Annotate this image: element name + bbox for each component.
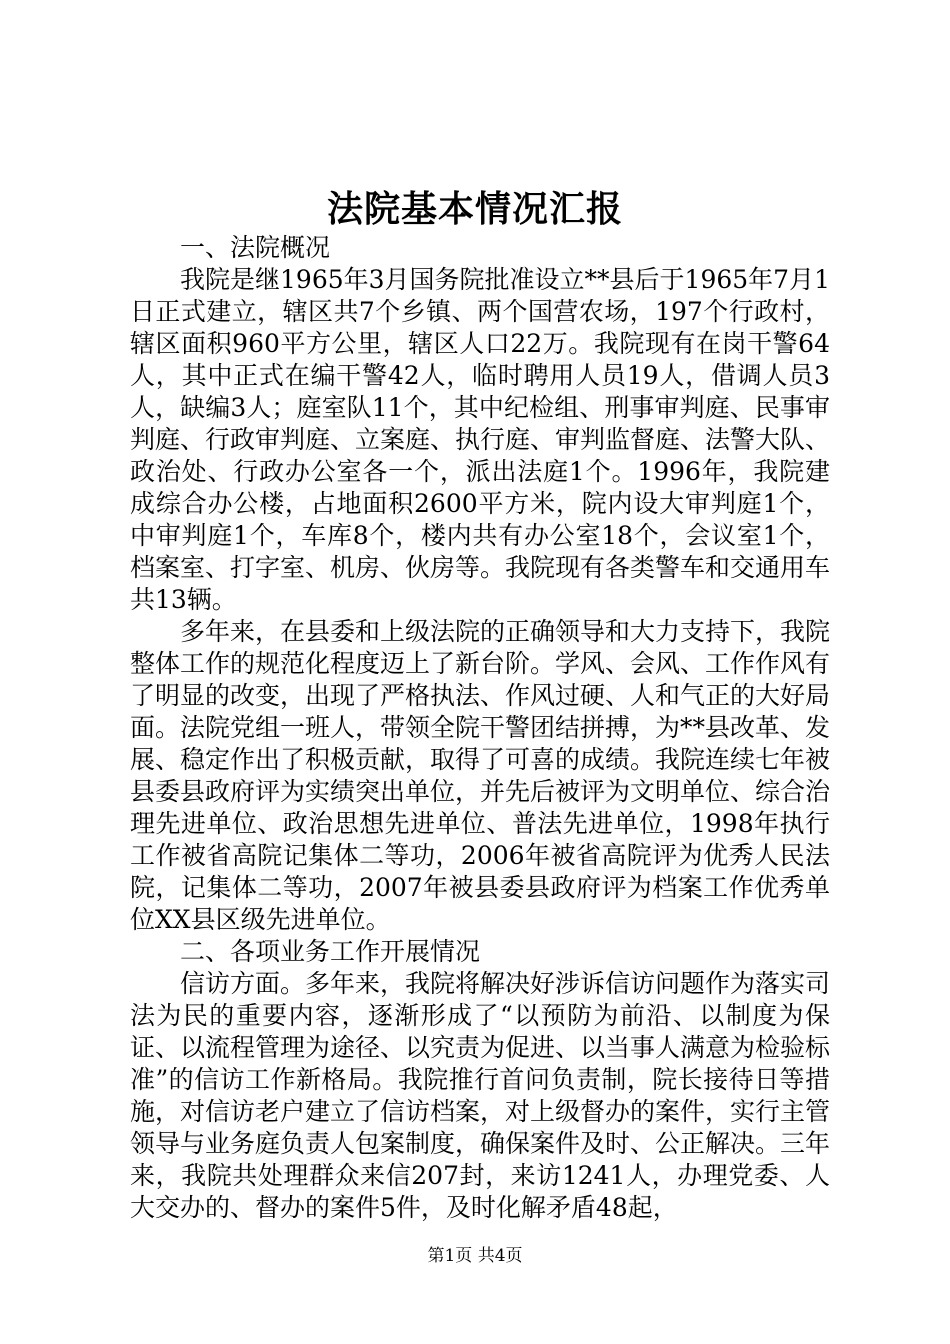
paragraph-petitions: 信访方面。多年来，我院将解决好涉诉信访问题作为落实司法为民的重要内容，逐渐形成了“以预防为前沿、以制度为保证、以流程管理为途径、以究责为促进、以当事人满意为检验标准”的信访工作新格局。我院推行首问负责制，院长接待日等措施，对信访老户建立了信访档案，对上级督办的案件，实行主管领导与业务庭负责人包案制度，确保案件及时、公正解决。三年来，我院共处理群众来信207封，来访1241人，办理党委、人大交办的、督办的案件5件，及时化解矛盾48起， [130, 969, 831, 1222]
document-title: 法院基本情况汇报 [326, 188, 623, 230]
document-body [130, 232, 830, 1224]
section-heading-overview: 一、法院概况 [180, 233, 331, 262]
section-heading-business: 二、各项业务工作开展情况 [180, 937, 481, 966]
paragraph-court-overview: 我院是继1965年3月国务院批准设立**县后于1965年7月1日正式建立，辖区共7个乡镇、两个国营农场，197个行政村，辖区面积960平方公里，辖区人口22万。我院现有在岗干警64人，其中正式在编干警42人，临时聘用人员19人，借调人员3人，缺编3人；庭室队11个，其中纪检组、刑事审判庭、民事审判庭、行政审判庭、立案庭、执行庭、审判监督庭、法警大队、政治处、行政办公室各一个，派出法庭1个。1996年，我院建成综合办公楼，占地面积2600平方米，院内设大审判庭1个，中审判庭1个，车库8个，楼内共有办公室18个，会议室1个，档案室、打字室、机房、伙房等。我院现有各类警车和交通用车共13辆。 [130, 265, 831, 614]
paragraph-achievements: 多年来，在县委和上级法院的正确领导和大力支持下，我院整体工作的规范化程度迈上了新台阶。学风、会风、工作作风有了明显的改变，出现了严格执法、作风过硬、人和气正的大好局面。法院党组一班人，带领全院干警团结拼搏，为**县改革、发展、稳定作出了积极贡献，取得了可喜的成绩。我院连续七年被县委县政府评为实绩突出单位，并先后被评为文明单位、综合治理先进单位、政治思想先进单位、普法先进单位，1998年执行工作被省高院记集体二等功，2006年被省高院评为优秀人民法院，记集体二等功，2007年被县委县政府评为档案工作优秀单位XX县区级先进单位。 [130, 617, 831, 934]
page-number-footer: 第1页 共4页 [427, 1246, 523, 1266]
